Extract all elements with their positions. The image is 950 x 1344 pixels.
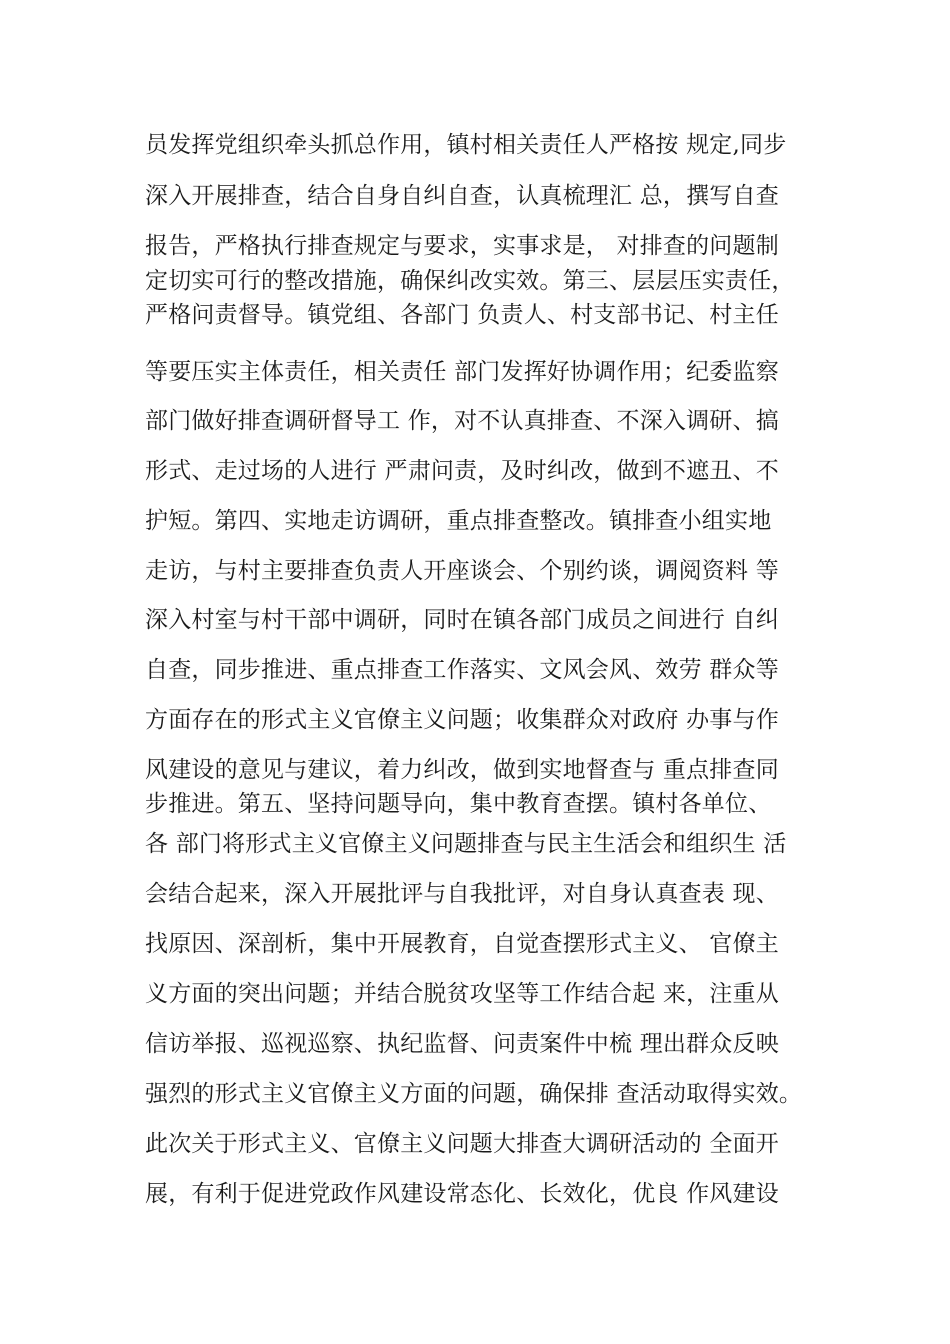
text-line-7: 部门做好排查调研督导工 作，对不认真排查、不深入调研、搞 (145, 408, 779, 434)
text-line-3: 报告，严格执行排查规定与要求，实事求是， 对排查的问题制 (145, 233, 779, 259)
text-line-16: 各 部门将形式主义官僚主义问题排查与民主生活会和组织生 活 (145, 831, 787, 857)
text-line-15: 步推进。第五、坚持问题导向，集中教育查摆。镇村各单位、 (145, 791, 772, 817)
text-line-19: 义方面的突出问题；并结合脱贫攻坚等工作结合起 来，注重从 (145, 981, 779, 1007)
text-line-8: 形式、走过场的人进行 严肃问责，及时纠改，做到不遮丑、不 (145, 458, 779, 484)
text-line-6: 等要压实主体责任，相关责任 部门发挥好协调作用；纪委监察 (145, 359, 779, 385)
text-line-10: 走访，与村主要排查负责人开座谈会、个别约谈，调阅资料 等 (145, 558, 779, 584)
text-line-5: 严格问责督导。镇党组、各部门 负责人、村支部书记、村主任 (145, 302, 779, 328)
text-line-14: 风建设的意见与建议，着力纠改，做到实地督查与 重点排查同 (145, 757, 779, 783)
text-line-13: 方面存在的形式主义官僚主义问题；收集群众对政府 办事与作 (145, 707, 779, 733)
text-line-21: 强烈的形式主义官僚主义方面的问题，确保排 查活动取得实效。 (145, 1081, 803, 1107)
text-line-1: 员发挥党组织牵头抓总作用，镇村相关责任人严格按 规定,同步 (145, 132, 787, 158)
text-line-11: 深入村室与村干部中调研，同时在镇各部门成员之间进行 自纠 (145, 607, 779, 633)
text-line-22: 此次关于形式主义、官僚主义问题大排查大调研活动的 全面开 (145, 1131, 779, 1157)
text-line-17: 会结合起来，深入开展批评与自我批评，对自身认真查表 现、 (145, 881, 779, 907)
text-line-9: 护短。第四、实地走访调研，重点排查整改。镇排查小组实地 (145, 508, 772, 534)
text-line-18: 找原因、深剖析，集中开展教育，自觉查摆形式主义、 官僚主 (145, 931, 779, 957)
text-line-4: 定切实可行的整改措施，确保纠改实效。第三、层层压实责任， (145, 268, 795, 294)
text-line-23: 展，有利于促进党政作风建设常态化、长效化，优良 作风建设 (145, 1181, 779, 1207)
text-line-20: 信访举报、巡视巡察、执纪监督、问责案件中梳 理出群众反映 (145, 1031, 779, 1057)
text-line-12: 自查，同步推进、重点排查工作落实、文风会风、效劳 群众等 (145, 657, 779, 683)
text-line-2: 深入开展排查，结合自身自纠自查，认真梳理汇 总，撰写自查 (145, 183, 779, 209)
